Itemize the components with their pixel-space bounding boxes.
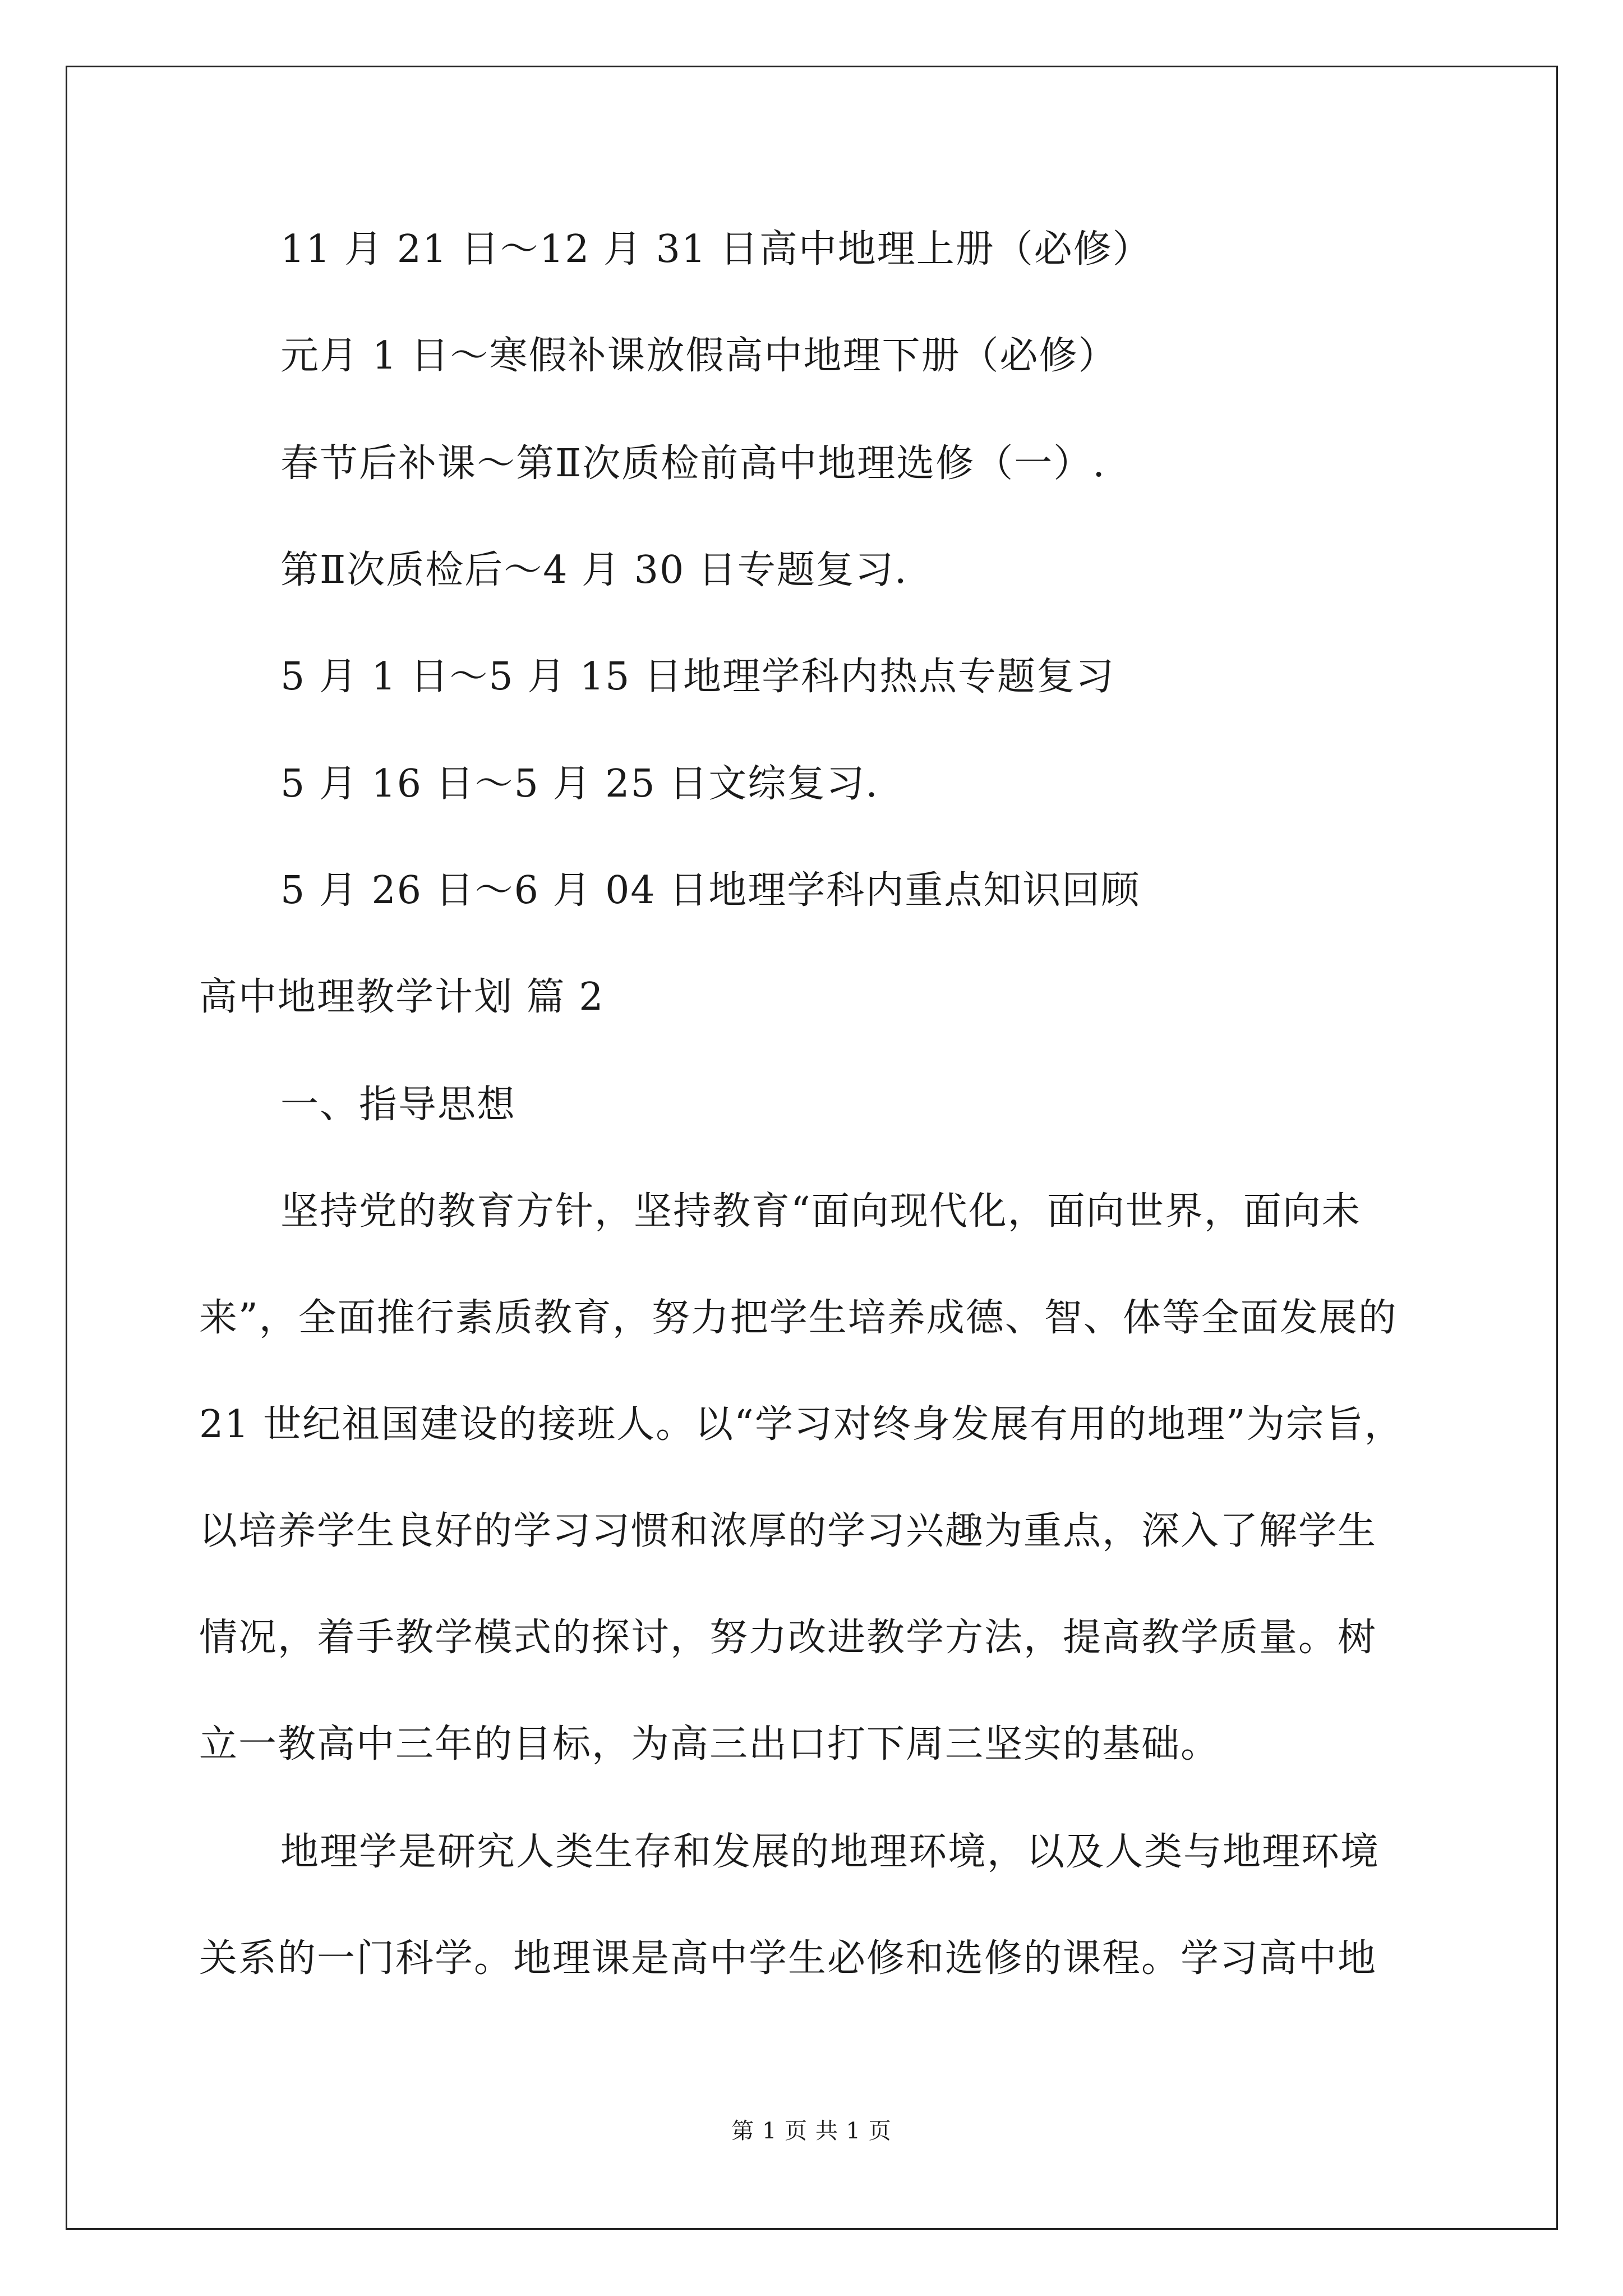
paragraph-line: 21 世纪祖国建设的接班人。以“学习对终身发展有用的地理”为宗旨，: [199, 1402, 1404, 1447]
page-border: [66, 66, 1558, 2230]
schedule-line-6: 5 月 16 日～5 月 25 日文综复习.: [280, 762, 879, 806]
page-footer: 第 1 页 共 1 页: [731, 2118, 892, 2144]
section-heading: 高中地理教学计划 篇 2: [199, 975, 605, 1019]
subheading: 一、指导思想: [280, 1083, 517, 1127]
paragraph-line: 坚持党的教育方针，坚持教育“面向现代化，面向世界，面向未: [280, 1189, 1361, 1234]
schedule-line-3: 春节后补课～第Ⅱ次质检前高中地理选修（一）.: [280, 441, 1106, 486]
paragraph-line: 地理学是研究人类生存和发展的地理环境，以及人类与地理环境: [280, 1830, 1380, 1874]
schedule-line-4: 第Ⅱ次质检后～4 月 30 日专题复习.: [280, 548, 908, 592]
paragraph-line: 以培养学生良好的学习习惯和浓厚的学习兴趣为重点，深入了解学生: [199, 1509, 1377, 1553]
schedule-line-2: 元月 1 日～寒假补课放假高中地理下册（必修）: [280, 334, 1118, 378]
schedule-line-1: 11 月 21 日～12 月 31 日高中地理上册（必修）: [280, 227, 1152, 272]
paragraph-line: 关系的一门科学。地理课是高中学生必修和选修的课程。学习高中地: [199, 1936, 1377, 1981]
paragraph-line: 立一教高中三年的目标，为高三出口打下周三坚实的基础。: [199, 1722, 1220, 1766]
schedule-line-7: 5 月 26 日～6 月 04 日地理学科内重点知识回顾: [280, 868, 1141, 913]
schedule-line-5: 5 月 1 日～5 月 15 日地理学科内热点专题复习: [280, 655, 1115, 699]
paragraph-line: 来”，全面推行素质教育，努力把学生培养成德、智、体等全面发展的: [199, 1296, 1398, 1340]
paragraph-line: 情况，着手教学模式的探讨，努力改进教学方法，提高教学质量。树: [199, 1616, 1377, 1660]
